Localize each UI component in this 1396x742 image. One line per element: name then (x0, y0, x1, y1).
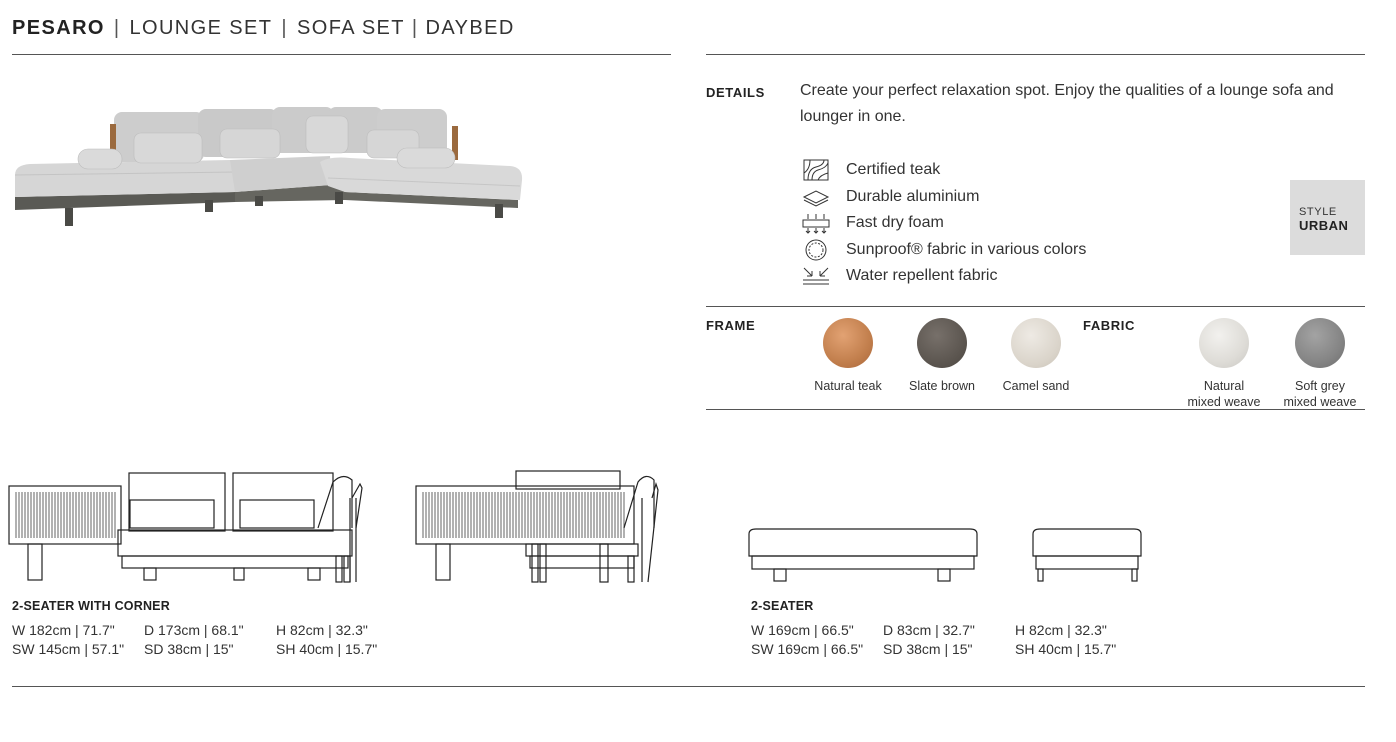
frame-option-camel-sand (988, 318, 1084, 394)
page-title (12, 17, 515, 40)
feature-list (802, 157, 1086, 290)
dimension-value: SW 145cm | 57.1" (12, 641, 125, 657)
dimensions-title: 2-SEATER (751, 599, 814, 613)
details-text-line-2: lounger in one. (800, 108, 906, 125)
category-lounge-set: LOUNGE SET (129, 17, 273, 39)
options-bottom-divider (706, 409, 1365, 410)
fabric-option-name-line-1: Natural (1203, 379, 1245, 393)
fabric-option-natural-mixed-weave (1176, 318, 1272, 410)
dimension-value: W 169cm | 66.5" (751, 622, 854, 638)
fast-dry-foam-icon (802, 212, 830, 234)
dimension-value: D 83cm | 32.7" (883, 622, 975, 638)
feature-item (802, 263, 1086, 290)
frame-swatch (1011, 318, 1061, 368)
feature-item (802, 237, 1086, 264)
dimension-value: SD 38cm | 15" (883, 641, 973, 657)
category-sofa-set: SOFA SET (297, 17, 405, 39)
dimension-value: SW 169cm | 66.5" (751, 641, 864, 657)
frame-label: FRAME (706, 318, 756, 333)
frame-option-name: Natural teak (814, 379, 882, 393)
frame-option-natural-teak (800, 318, 896, 394)
two-seater-side-drawing (1030, 526, 1146, 586)
feature-label: Water repellent fabric (846, 267, 998, 285)
corner-sofa-side-drawing (414, 468, 662, 586)
style-badge-label: STYLE (1299, 206, 1337, 218)
teak-grain-icon (802, 159, 830, 181)
fabric-option-name-line-1: Soft grey (1294, 379, 1346, 393)
title-separator: | (113, 17, 121, 39)
header-divider-left (12, 54, 671, 55)
footer-divider (12, 686, 1365, 687)
frame-option-name: Camel sand (1002, 379, 1070, 393)
title-separator: | (281, 17, 289, 39)
frame-option-name: Slate brown (908, 379, 975, 393)
feature-item (802, 184, 1086, 211)
details-text-line-1: Create your perfect relaxation spot. Enjoy the qualities of a lounge sofa and (800, 82, 1334, 99)
header-divider-right (706, 54, 1365, 55)
category-daybed: DAYBED (425, 17, 515, 39)
feature-label: Sunproof® fabric in various colors (846, 240, 1087, 258)
dimension-value: H 82cm | 32.3" (276, 622, 368, 638)
dimension-value: D 173cm | 68.1" (144, 622, 244, 638)
brand-name: PESARO (12, 17, 105, 39)
fabric-option-soft-grey-mixed-weave (1272, 318, 1368, 410)
fabric-option-name (1272, 378, 1368, 410)
aluminium-layers-icon (802, 186, 830, 208)
fabric-swatch (1295, 318, 1345, 368)
dimension-value: SD 38cm | 15" (144, 641, 234, 657)
corner-sofa-front-drawing (8, 468, 368, 586)
fabric-option-name-line-2: mixed weave (1187, 395, 1261, 409)
fabric-swatch (1199, 318, 1249, 368)
title-separator: | (411, 17, 419, 39)
dimension-value: W 182cm | 71.7" (12, 622, 115, 638)
fabric-label: FABRIC (1083, 318, 1135, 333)
dimension-value: SH 40cm | 15.7" (1015, 641, 1117, 657)
details-description (800, 78, 1365, 130)
frame-swatch (917, 318, 967, 368)
feature-label: Fast dry foam (846, 214, 944, 232)
feature-item (802, 157, 1086, 184)
style-badge (1290, 180, 1365, 255)
fabric-option-name (1176, 378, 1272, 410)
fabric-option-name-line-2: mixed weave (1283, 395, 1357, 409)
options-top-divider (706, 306, 1365, 307)
sunproof-fabric-icon (802, 239, 830, 261)
two-seater-front-drawing (746, 526, 982, 586)
frame-option-slate-brown (894, 318, 990, 394)
dimension-value: H 82cm | 32.3" (1015, 622, 1107, 638)
feature-label: Certified teak (846, 161, 941, 179)
style-badge-value: URBAN (1299, 218, 1349, 233)
dimension-value: SH 40cm | 15.7" (276, 641, 378, 657)
frame-swatch (823, 318, 873, 368)
details-label: DETAILS (706, 85, 765, 100)
sofa-product-image (10, 100, 530, 230)
dimensions-title: 2-SEATER WITH CORNER (12, 599, 170, 613)
feature-item (802, 210, 1086, 237)
feature-label: Durable aluminium (846, 187, 980, 205)
water-repellent-icon (802, 265, 830, 287)
